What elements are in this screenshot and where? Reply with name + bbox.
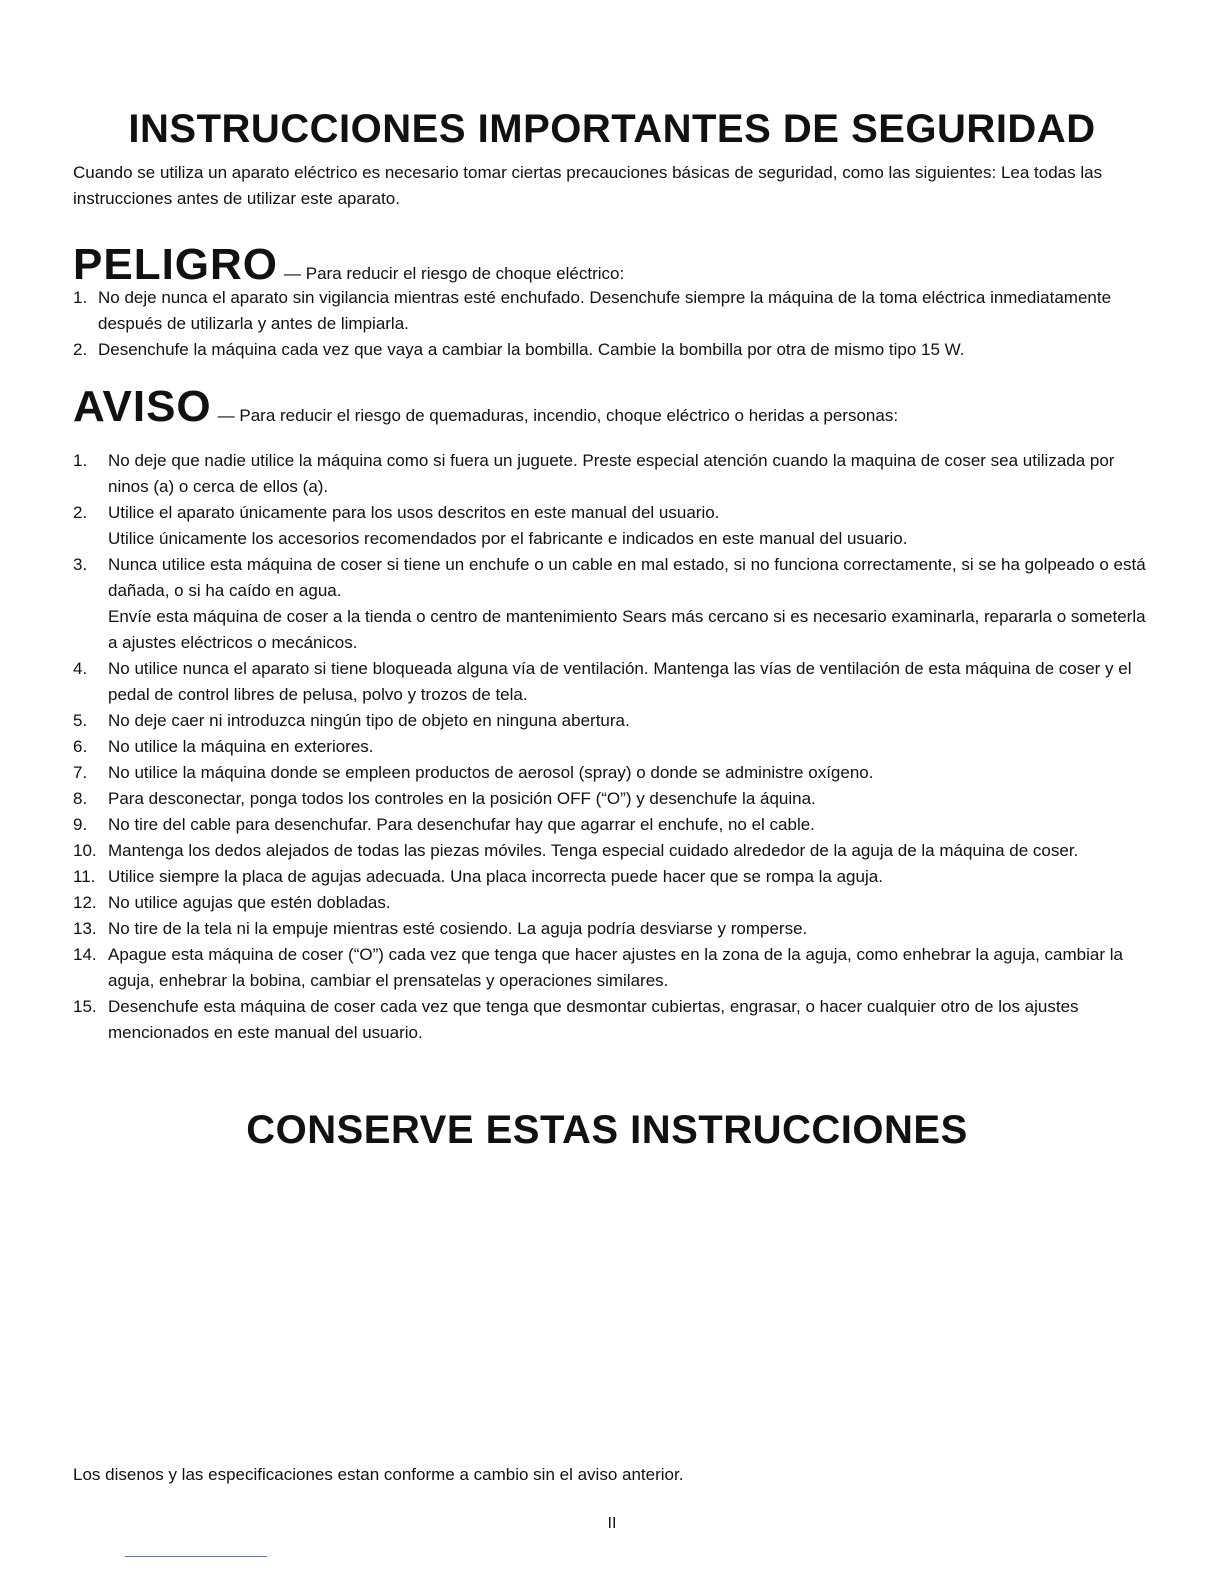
page-title: INSTRUCCIONES IMPORTANTES DE SEGURIDAD xyxy=(128,107,1096,151)
list-item-text: Desenchufe esta máquina de coser cada vez que tenga que desmontar cubiertas, engrasar, o hacer cualquier otro de los ajustes mencionados en este manual del usuario. xyxy=(108,997,1079,1042)
list-item xyxy=(0,448,1150,500)
list-item-number: 2. xyxy=(73,503,88,522)
peligro-heading xyxy=(73,240,625,289)
aviso-list xyxy=(0,448,1150,1046)
list-item-text: No utilice agujas que estén dobladas. xyxy=(108,893,391,912)
list-item xyxy=(0,864,1150,890)
list-item-text: Para desconectar, ponga todos los controles en la posición OFF (“O”) y desenchufe la áquina. xyxy=(108,789,816,808)
list-item-number: 7. xyxy=(73,763,88,782)
list-item xyxy=(0,994,1150,1046)
list-item-number: 1. xyxy=(73,288,88,307)
list-item-number: 15. xyxy=(73,997,97,1016)
list-item xyxy=(0,552,1150,656)
list-item xyxy=(0,890,1150,916)
aviso-subheading: — Para reducir el riesgo de quemaduras, incendio, choque eléctrico o heridas a personas: xyxy=(217,406,899,425)
list-item-text: No tire del cable para desenchufar. Para desenchufar hay que agarrar el enchufe, no el cable. xyxy=(108,815,815,834)
footer-note: Los disenos y las especificaciones estan conforme a cambio sin el aviso anterior. xyxy=(73,1465,684,1484)
list-item xyxy=(0,838,1150,864)
list-item xyxy=(0,500,1150,552)
list-item-extra-text: Envíe esta máquina de coser a la tienda o centro de mantenimiento Sears más cercano si es necesario examinarla, repararla o someterla a ajustes eléctricos o mecánicos. xyxy=(108,607,1146,652)
list-item-number: 4. xyxy=(73,659,88,678)
list-item-text: Desenchufe la máquina cada vez que vaya a cambiar la bombilla. Cambie la bombilla por otra de mismo tipo 15 W. xyxy=(98,340,965,359)
peligro-heading-word: PELIGRO xyxy=(73,240,279,289)
list-item-text: No deje caer ni introduzca ningún tipo de objeto en ninguna abertura. xyxy=(108,711,630,730)
list-item xyxy=(0,786,1150,812)
intro-paragraph: Cuando se utiliza un aparato eléctrico es necesario tomar ciertas precauciones básicas de seguridad, como las siguientes: Lea todas las instrucciones antes de utilizar este aparato. xyxy=(73,163,1103,208)
list-item-text: No deje nunca el aparato sin vigilancia mientras esté enchufado. Desenchufe siempre la máquina de la toma eléctrica inmediatamente después de utilizarla y antes de limpiarla. xyxy=(98,288,1112,333)
list-item xyxy=(0,656,1150,708)
list-item xyxy=(0,942,1150,994)
list-item-number: 2. xyxy=(73,340,88,359)
aviso-heading xyxy=(73,382,899,431)
list-item-text: Utilice siempre la placa de agujas adecuada. Una placa incorrecta puede hacer que se rompa la aguja. xyxy=(108,867,883,886)
bottom-rule xyxy=(125,1556,267,1557)
peligro-list xyxy=(0,285,1150,363)
list-item-text: Nunca utilice esta máquina de coser si tiene un enchufe o un cable en mal estado, si no funciona correctamente, si se ha golpeado o está dañada, o si ha caído en agua. xyxy=(108,555,1146,600)
list-item-text: No utilice la máquina en exteriores. xyxy=(108,737,374,756)
list-item-number: 1. xyxy=(73,451,88,470)
list-item xyxy=(0,916,1150,942)
list-item-number: 5. xyxy=(73,711,88,730)
list-item-text: No utilice nunca el aparato si tiene bloqueada alguna vía de ventilación. Mantenga las vías de ventilación de esta máquina de coser y el pedal de control libres de pelusa, polvo y trozos de tela. xyxy=(108,659,1132,704)
list-item xyxy=(0,285,1150,337)
list-item-number: 11. xyxy=(73,867,96,886)
list-item xyxy=(0,337,1150,363)
list-item xyxy=(0,734,1150,760)
list-item xyxy=(0,760,1150,786)
list-item-text: Mantenga los dedos alejados de todas las piezas móviles. Tenga especial cuidado alrededor de la aguja de la máquina de coser. xyxy=(108,841,1079,860)
page-number: II xyxy=(607,1515,617,1532)
list-item-extra-text: Utilice únicamente los accesorios recomendados por el fabricante e indicados en este manual del usuario. xyxy=(108,529,908,548)
list-item-number: 10. xyxy=(73,841,97,860)
list-item xyxy=(0,812,1150,838)
list-item-number: 13. xyxy=(73,919,97,938)
list-item-number: 12. xyxy=(73,893,97,912)
peligro-subheading: — Para reducir el riesgo de choque eléctrico: xyxy=(284,264,625,283)
list-item-text: No tire de la tela ni la empuje mientras esté cosiendo. La aguja podría desviarse y romperse. xyxy=(108,919,808,938)
list-item-number: 8. xyxy=(73,789,88,808)
list-item-text: No deje que nadie utilice la máquina como si fuera un juguete. Preste especial atención cuando la maquina de coser sea utilizada por ninos (a) o cerca de ellos (a). xyxy=(108,451,1115,496)
aviso-heading-word: AVISO xyxy=(73,382,212,431)
list-item xyxy=(0,708,1150,734)
list-item-text: Utilice el aparato únicamente para los usos descritos en este manual del usuario. xyxy=(108,503,720,522)
list-item-number: 6. xyxy=(73,737,88,756)
closing-title: CONSERVE ESTAS INSTRUCCIONES xyxy=(246,1108,968,1152)
list-item-number: 9. xyxy=(73,815,88,834)
list-item-text: Apague esta máquina de coser (“O”) cada vez que tenga que hacer ajustes en la zona de la aguja, como enhebrar la aguja, cambiar la aguja, enhebrar la bobina, cambiar el prensatelas y operaciones similares. xyxy=(108,945,1123,990)
list-item-text: No utilice la máquina donde se empleen productos de aerosol (spray) o donde se administre oxígeno. xyxy=(108,763,874,782)
list-item-number: 14. xyxy=(73,945,97,964)
list-item-number: 3. xyxy=(73,555,88,574)
